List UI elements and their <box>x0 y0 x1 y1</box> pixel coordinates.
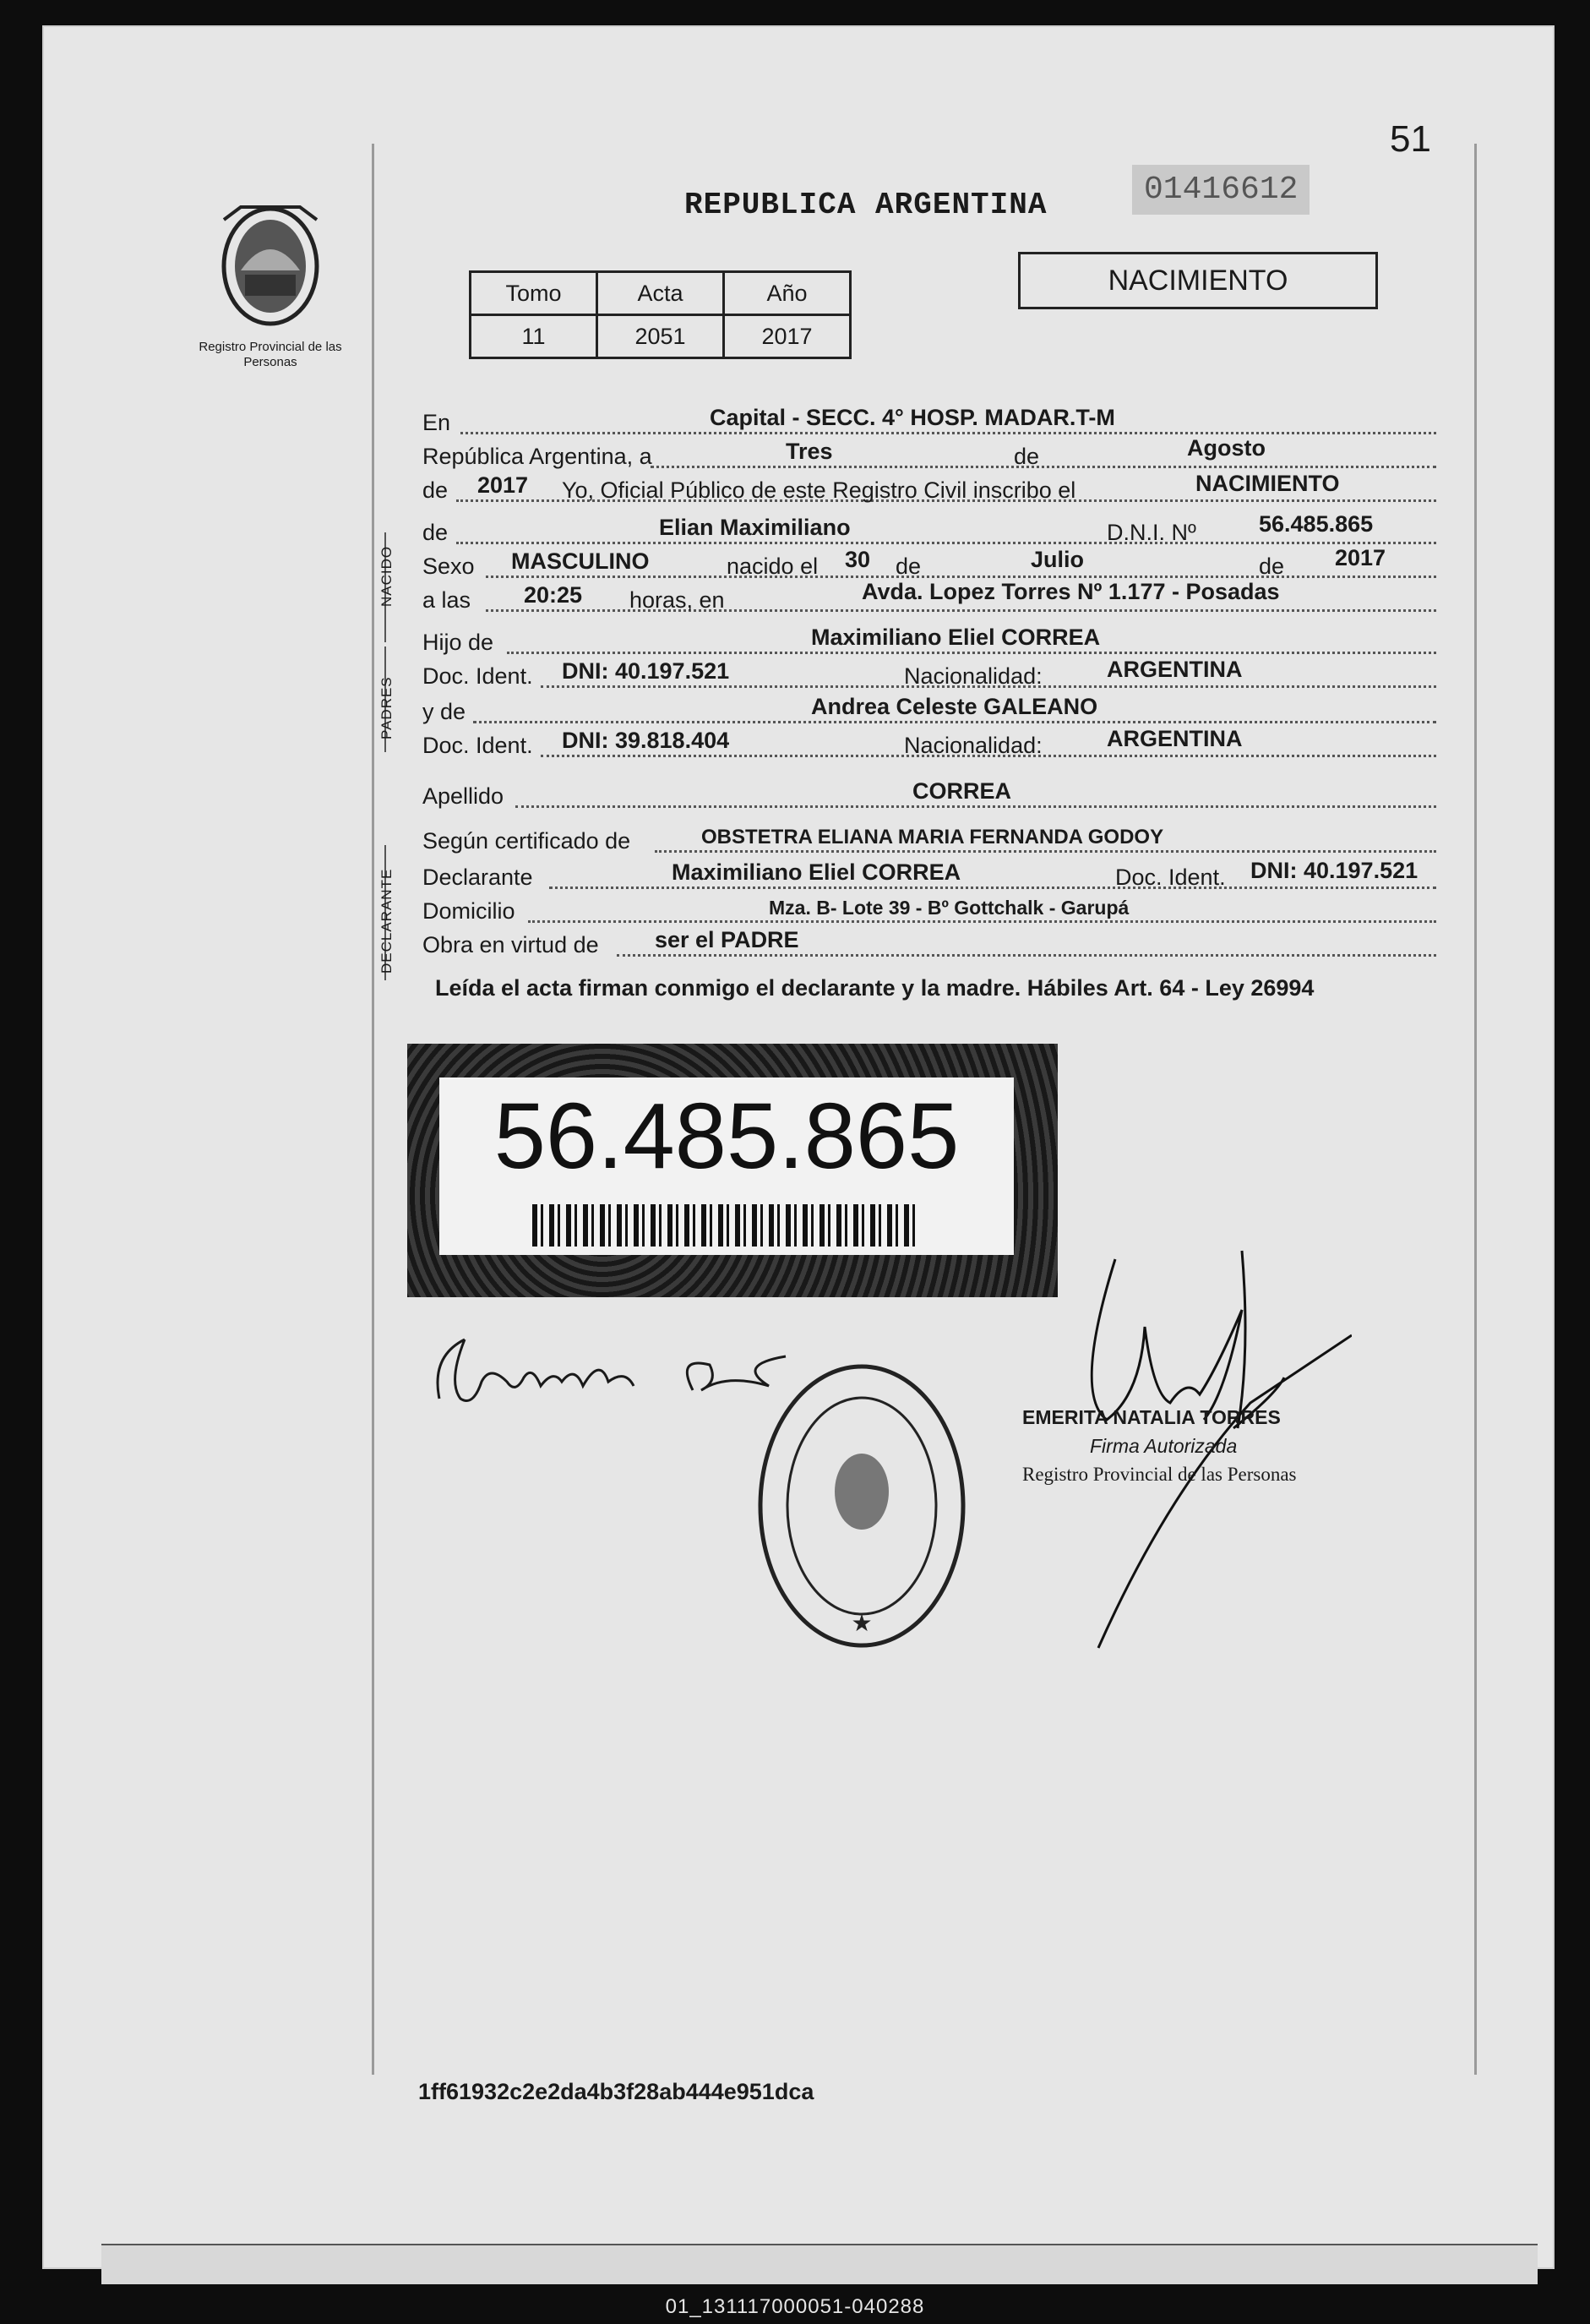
serial-number: 01416612 <box>1132 165 1310 215</box>
row-virtud <box>422 928 1436 962</box>
registry-table <box>469 270 852 359</box>
value-lugar-nac: Avda. Lopez Torres Nº 1.177 - Posadas <box>862 579 1280 604</box>
value-madre: Andrea Celeste GALEANO <box>811 694 1098 719</box>
row-nombre <box>422 511 1436 549</box>
label-dni: D.N.I. Nº <box>1107 520 1196 545</box>
row-fecha <box>422 435 1436 473</box>
value-declarante-doc: DNI: 40.197.521 <box>1250 858 1418 883</box>
label-nacido-el: nacido el <box>727 554 819 579</box>
label-de-anio: de <box>422 477 449 503</box>
label-de-nombre: de <box>422 520 449 545</box>
value-nac-mes: Julio <box>1031 547 1085 572</box>
emblem-caption: Registro Provincial de las Personas <box>199 340 342 369</box>
anio-header: Año <box>724 272 851 315</box>
side-label-padres: PADRES <box>378 676 395 739</box>
label-domicilio: Domicilio <box>422 898 515 924</box>
row-domicilio <box>422 894 1436 928</box>
value-nac-dia: 30 <box>845 547 871 572</box>
signer-office: Registro Provincial de las Personas <box>1022 1464 1297 1485</box>
label-nac-padre: Nacionalidad: <box>904 663 1043 689</box>
dni-sticker <box>407 1044 1058 1297</box>
value-dni: 56.485.865 <box>1259 511 1374 537</box>
document-type-box: NACIMIENTO <box>1018 252 1378 309</box>
row-lugar <box>422 406 1436 439</box>
right-margin-line <box>1474 144 1477 2075</box>
side-label-nacido: NACIDO <box>378 545 395 607</box>
document-hash: 1ff61932c2e2da4b3f28ab444e951dca <box>418 2079 814 2104</box>
label-doc-declarante: Doc. Ident. <box>1115 865 1226 890</box>
value-hora: 20:25 <box>524 582 583 608</box>
acta-value: 2051 <box>597 315 724 358</box>
value-mes: Agosto <box>1187 435 1266 461</box>
label-a-las: a las <box>422 587 471 613</box>
row-apellido <box>422 779 1436 813</box>
value-domicilio: Mza. B- Lote 39 - Bº Gottchalk - Garupá <box>769 897 1130 919</box>
svg-text:★: ★ <box>851 1610 873 1636</box>
value-nombre: Elian Maximiliano <box>659 515 851 540</box>
province-emblem-icon <box>207 203 334 330</box>
page-number: 51 <box>1390 118 1431 160</box>
page-edge <box>101 2244 1538 2284</box>
value-virtud: ser el PADRE <box>655 927 799 952</box>
tomo-header: Tomo <box>471 272 597 315</box>
row-madre-doc <box>422 728 1436 762</box>
official-seal-icon <box>752 1356 972 1656</box>
value-madre-doc: DNI: 39.818.404 <box>562 728 730 753</box>
label-declarante: Declarante <box>422 865 533 890</box>
value-apellido: CORREA <box>912 778 1012 804</box>
tomo-value: 11 <box>471 315 597 358</box>
sticker-label <box>439 1077 1014 1255</box>
label-sexo: Sexo <box>422 554 475 579</box>
signer-block <box>1022 1403 1297 1489</box>
label-obra: Obra en virtud de <box>422 932 599 957</box>
label-y-de: y de <box>422 699 466 724</box>
label-doc-padre: Doc. Ident. <box>422 663 533 689</box>
value-declarante: Maximiliano Eliel CORREA <box>672 859 961 885</box>
value-dia: Tres <box>786 439 833 464</box>
label-horas-en: horas, en <box>629 587 725 613</box>
closing-note: Leída el acta firman conmigo el declarante y la madre. Hábiles Art. 64 - Ley 26994 <box>435 975 1315 1001</box>
label-republica: República Argentina, a <box>422 444 652 469</box>
signer-role: Firma Autorizada <box>1090 1435 1238 1457</box>
value-padre-nac: ARGENTINA <box>1107 657 1243 682</box>
value-certificado: OBSTETRA ELIANA MARIA FERNANDA GODOY <box>701 826 1164 848</box>
value-madre-nac: ARGENTINA <box>1107 726 1243 751</box>
value-padre-doc: DNI: 40.197.521 <box>562 658 730 684</box>
label-segun: Según certificado de <box>422 828 631 854</box>
row-declarante <box>422 860 1436 894</box>
value-padre: Maximiliano Eliel CORREA <box>811 625 1101 650</box>
side-label-declarante: DECLARANTE <box>378 868 395 974</box>
label-de-mes: de <box>1014 444 1040 469</box>
row-madre <box>422 695 1436 728</box>
row-hora <box>422 579 1436 617</box>
acta-header: Acta <box>597 272 724 315</box>
label-de-nac-mes: de <box>896 554 922 579</box>
value-sexo: MASCULINO <box>511 548 650 574</box>
row-padre-doc <box>422 659 1436 693</box>
label-hijo-de: Hijo de <box>422 630 494 655</box>
label-nac-madre: Nacionalidad: <box>904 733 1043 758</box>
signer-name: EMERITA NATALIA TORRES <box>1022 1406 1281 1428</box>
sticker-number: 56.485.865 <box>493 1084 960 1188</box>
barcode <box>532 1204 921 1247</box>
row-certificado <box>422 824 1436 858</box>
label-apellido: Apellido <box>422 783 504 809</box>
row-anio <box>422 473 1436 507</box>
row-padre <box>422 625 1436 659</box>
value-nac-anio: 2017 <box>1335 545 1386 570</box>
label-oficial: Yo, Oficial Público de este Registro Civil inscribo el <box>562 477 1076 503</box>
row-sexo <box>422 545 1436 583</box>
footer-code: 01_131117000051-040288 <box>665 2295 925 2318</box>
anio-value: 2017 <box>724 315 851 358</box>
left-margin-line <box>372 144 374 2075</box>
document-title: REPUBLICA ARGENTINA <box>684 188 1048 222</box>
value-anio: 2017 <box>477 472 529 498</box>
label-de-nac-anio: de <box>1259 554 1285 579</box>
value-acto: NACIMIENTO <box>1195 471 1340 496</box>
label-doc-madre: Doc. Ident. <box>422 733 533 758</box>
value-lugar: Capital - SECC. 4° HOSP. MADAR.T-M <box>710 405 1115 430</box>
label-en: En <box>422 410 451 435</box>
